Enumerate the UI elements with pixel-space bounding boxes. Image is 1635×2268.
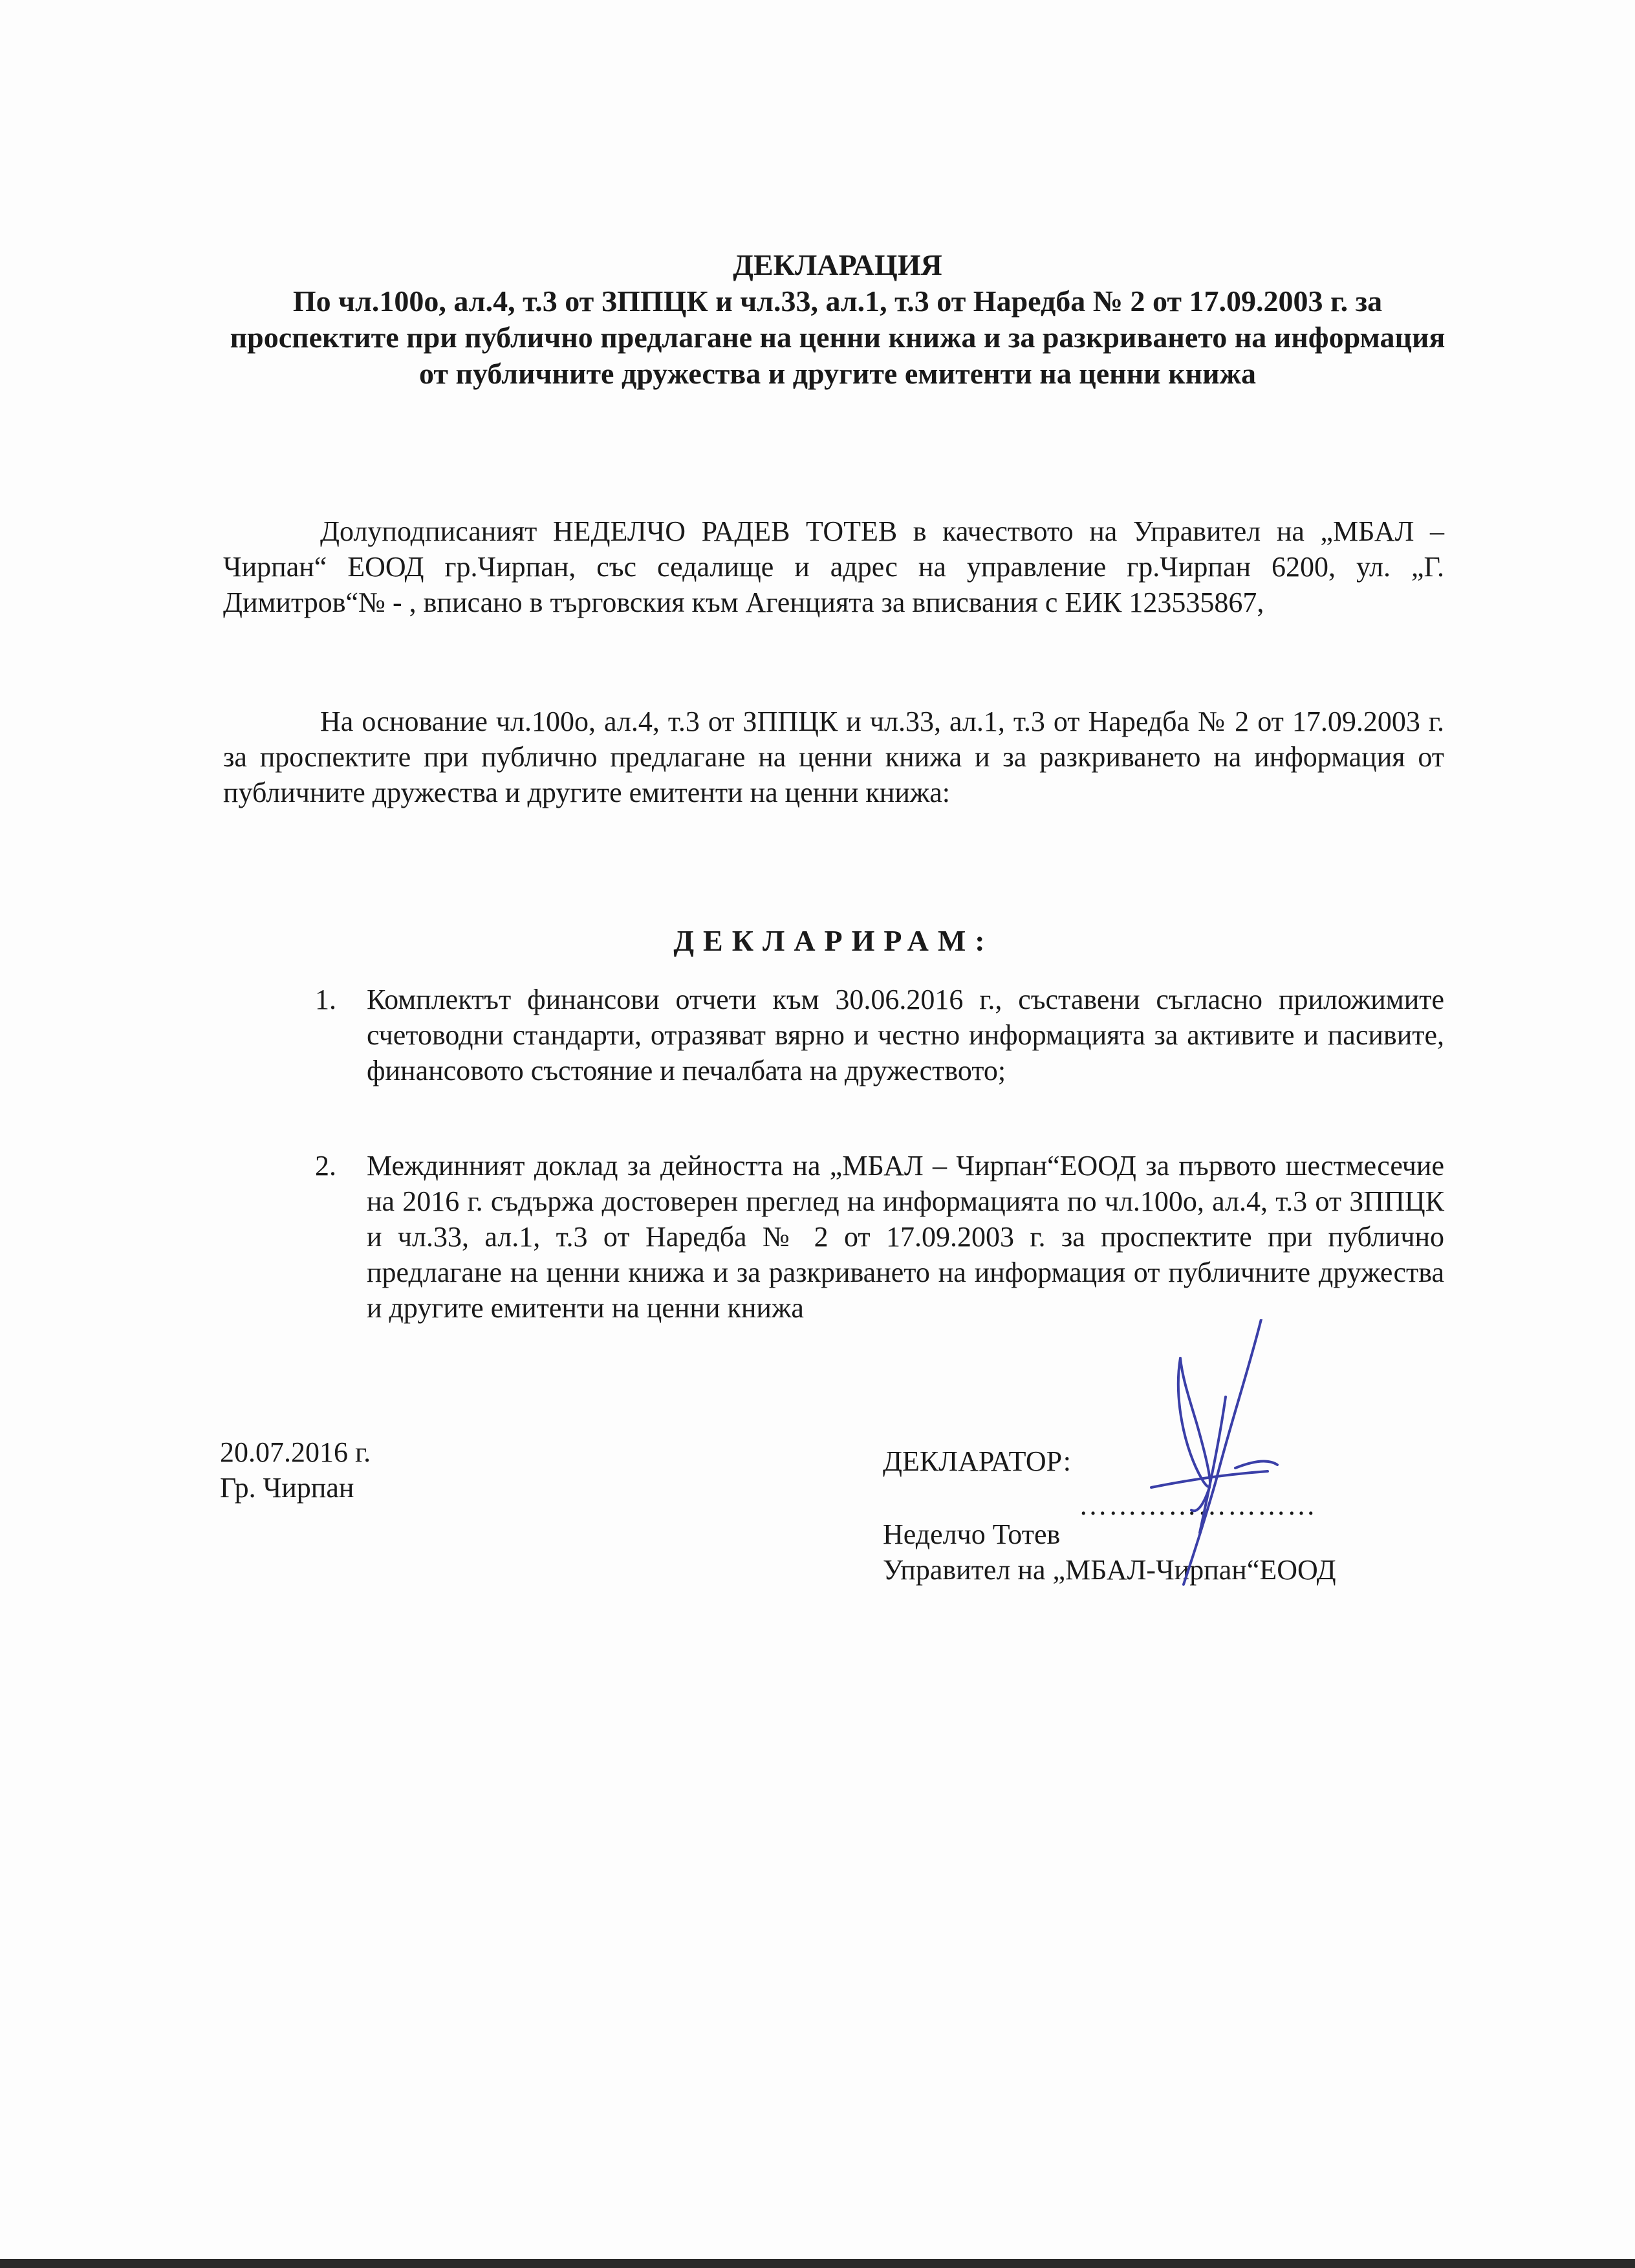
declarator-label: ДЕКЛАРАТОР: xyxy=(883,1445,1072,1477)
handwritten-signature xyxy=(1112,1319,1281,1591)
signature-line: …………………… xyxy=(1079,1489,1317,1521)
list-item-text: Междинният доклад за дейността на „МБАЛ – Чирпан“ЕООД за първото шестмесечие на 2016 г. съдържа достоверен преглед на информацията по чл.100о, ал.4, т.3 от ЗППЦК и чл.33, ал.1, т.3 от Наредба № 2 от 17.09.2003 г. за проспектите при публично предлагане на ценни книжа и за разкриването на информация от публичните дружества и другите емитенти на ценни книжа xyxy=(367,1150,1444,1324)
list-item-number: 1. xyxy=(315,984,336,1015)
document-subtitle: По чл.100о, ал.4, т.3 от ЗППЦК и чл.33, ал.1, т.3 от Наредба № 2 от 17.09.2003 г. за проспектите при публично предлагане на ценни книжа и за разкриването на информация от публичните дружества и другите емитенти на ценни книжа xyxy=(230,285,1446,390)
declare-heading: ДЕКЛАРИРАМ: xyxy=(673,924,994,957)
document-heading xyxy=(213,247,1462,392)
scan-border xyxy=(0,2259,1635,2268)
list-item xyxy=(315,982,1444,1088)
legal-basis-paragraph: На основание чл.100о, ал.4, т.3 от ЗППЦК и чл.33, ал.1, т.3 от Наредба № 2 от 17.09.2003 г. за проспектите при публично предлагане на ценни книжа и за разкриването на информация от публичните дружества и другите емитенти на ценни книжа: xyxy=(223,706,1444,808)
declaration-city: Гр. Чирпан xyxy=(220,1472,354,1504)
declarant-paragraph: Долуподписаният НЕДЕЛЧО РАДЕВ ТОТЕВ в качеството на Управител на „МБАЛ – Чирпан“ ЕООД гр.Чирпан, със седалище и адрес на управление гр.Чирпан 6200, ул. „Г. Димитров“№ - , вписано в търговския към Агенцията за вписвания с ЕИК 123535867, xyxy=(223,515,1444,618)
declarator-role: Управител на „МБАЛ-Чирпан“ЕООД xyxy=(883,1554,1336,1586)
declaration-date: 20.07.2016 г. xyxy=(220,1436,371,1468)
declarator-name: Неделчо Тотев xyxy=(883,1518,1061,1550)
list-item-number: 2. xyxy=(315,1150,336,1182)
list-item xyxy=(315,1148,1444,1326)
list-item-text: Комплектът финансови отчети към 30.06.2016 г., съставени съгласно приложимите счетоводни стандарти, отразяват вярно и честно информацията за активите и пасивите, финансовото състояние и печалбата на дружеството; xyxy=(367,984,1444,1086)
document-title: ДЕКЛАРАЦИЯ xyxy=(733,248,942,281)
